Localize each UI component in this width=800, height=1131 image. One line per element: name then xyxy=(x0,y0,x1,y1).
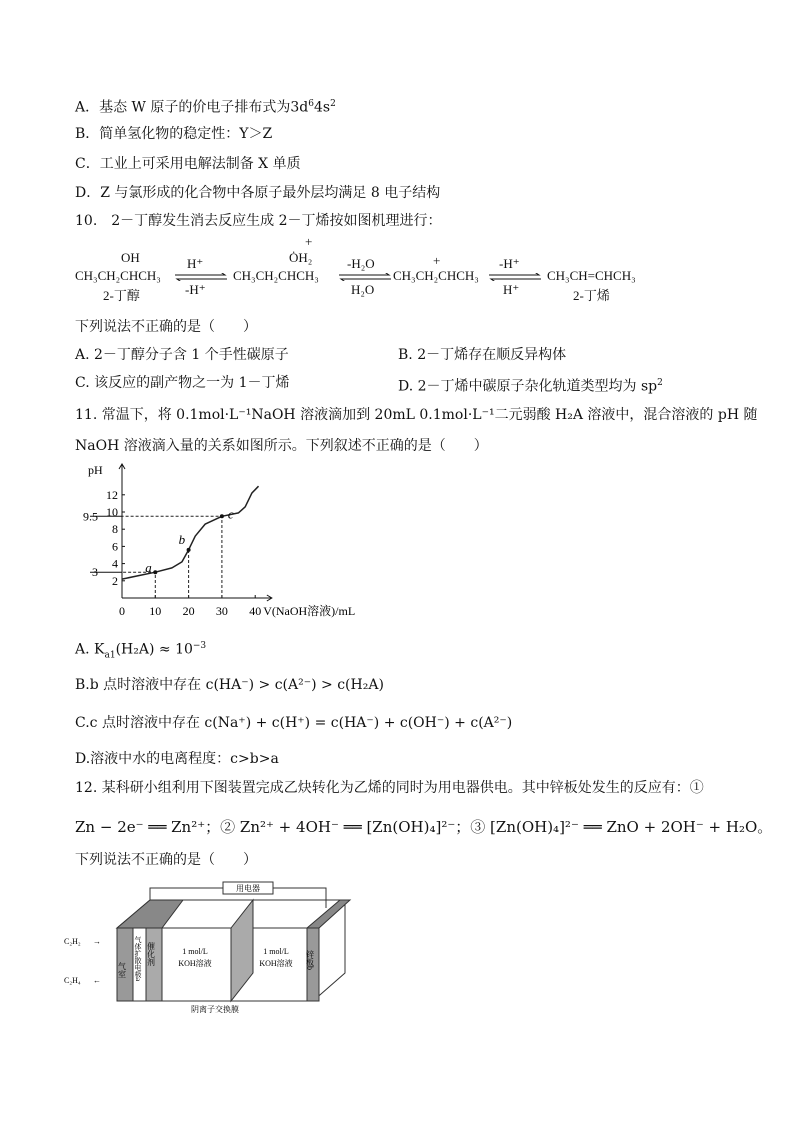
device-label: 用电器 xyxy=(236,884,260,893)
catalyst-label: 催化剂 xyxy=(146,942,156,966)
q10-option-a: A. 2－丁醇分子含 1 个手性碳原子 xyxy=(75,347,289,363)
q11-option-a xyxy=(75,637,206,664)
x-tick-label: 20 xyxy=(182,604,195,618)
ph-curve xyxy=(122,486,259,579)
q10-prompt: 下列说法不正确的是（ ） xyxy=(75,319,257,335)
q10-option-d xyxy=(398,374,663,396)
y-tick-label: 4 xyxy=(112,556,118,571)
q9-option-d: D．Z 与氯形成的化合物中各原子最外层均满足 8 电子结构 xyxy=(75,185,441,201)
sup: 2 xyxy=(330,99,336,109)
electrode-a-label: 气体扩散电极a xyxy=(134,936,142,982)
battery-apparatus-diagram xyxy=(60,870,380,1020)
q9-option-b: B．简单氢化物的稳定性：Y＞Z xyxy=(75,126,273,142)
arrow3-bottom: H⁺ xyxy=(503,282,520,297)
equilibrium-arrow-icon xyxy=(175,273,227,281)
y-extra-tick-label: 3 xyxy=(92,565,98,580)
arrow-out-icon: ← xyxy=(93,976,101,985)
point-label-a: a xyxy=(145,560,152,576)
q11-stem-line2: NaOH 溶液滴入量的关系如图所示。下列叙述不正确的是（ ） xyxy=(75,438,488,454)
sub: a1 xyxy=(104,650,116,661)
y-tick-label: 10 xyxy=(106,505,118,519)
q10-d-text: D. 2－丁烯中碳原子杂化轨道类型均为 sp xyxy=(398,378,658,395)
y-tick-label: 2 xyxy=(112,573,118,588)
equilibrium-arrow-icon xyxy=(339,273,391,281)
q9-a-text: A．基态 W 原子的价电子排布式为3d xyxy=(75,99,309,116)
point-label-c: c xyxy=(227,506,234,522)
plus-charge: + xyxy=(305,234,313,249)
x-tick-label: 0 xyxy=(119,604,125,618)
arrow2-top: -H₂O xyxy=(347,256,375,271)
y-axis-label: pH xyxy=(88,463,103,477)
y-tick-label: 6 xyxy=(112,539,118,554)
arrow2-bottom: H₂O xyxy=(351,282,375,297)
species-protonated: CH₃CH₂CHCH₃ xyxy=(233,268,319,283)
q10-option-b: B. 2－丁烯存在顺反异构体 xyxy=(398,347,567,363)
name-2-butanol: 2-丁醇 xyxy=(103,288,140,303)
y-tick-label: 8 xyxy=(112,522,118,537)
c2h2-label: C₂H₂ xyxy=(64,937,81,946)
q12-equations: Zn − 2e⁻ ══ Zn²⁺；② Zn²⁺ + 4OH⁻ ══ [Zn(OH)₄]²⁻；③ [Zn(OH)₄]²⁻ ══ ZnO + 2OH⁻ + H₂O。 xyxy=(75,818,773,836)
plus-charge: + xyxy=(433,253,441,268)
q12-prompt: 下列说法不正确的是（ ） xyxy=(75,852,257,868)
zinc-plate-label: 锌板b xyxy=(305,950,315,970)
point-label-b: b xyxy=(178,531,186,547)
q11-option-b: B.b 点时溶液中存在 c(HA⁻) > c(A²⁻) > c(H₂A) xyxy=(75,677,384,693)
membrane-label: 阴离子交换膜 xyxy=(191,1005,239,1014)
arrow-in-icon: → xyxy=(93,937,101,946)
sup: 2 xyxy=(657,378,663,388)
q9-option-a xyxy=(75,95,336,117)
ph-titration-chart xyxy=(70,460,400,620)
point-b xyxy=(187,548,191,552)
species-2-butene: CH₃CH=CHCH₃ xyxy=(547,268,636,283)
q11-a-rest: (H₂A) ≈ 10 xyxy=(115,641,193,658)
oh2-group: ȮH₂ xyxy=(289,250,313,265)
koh2-conc: 1 mol/L xyxy=(263,947,289,956)
c2h4-label: C₂H₄ xyxy=(64,976,81,985)
arrow1-top: H⁺ xyxy=(187,256,204,271)
x-tick-label: 30 xyxy=(215,604,228,618)
x-axis xyxy=(122,595,272,601)
koh1-label: KOH溶液 xyxy=(178,959,212,968)
x-tick-label: 40 xyxy=(249,604,262,618)
sup: 6 xyxy=(308,99,315,109)
y-extra-tick-label: 9.5 xyxy=(83,509,98,524)
gas-room-label: 气室 xyxy=(117,962,127,978)
guide-line-c xyxy=(122,516,222,598)
q11-stem-line1: 11. 常温下，将 0.1mol·L⁻¹NaOH 溶液滴加到 20mL 0.1mol·L⁻¹二元弱酸 H₂A 溶液中，混合溶液的 pH 随 xyxy=(75,407,758,423)
species-carbocation: CH₃CH₂CHCH₃ xyxy=(393,268,479,283)
arrow3-top: -H⁺ xyxy=(499,256,520,271)
name-2-butene: 2-丁烯 xyxy=(573,288,610,303)
sup: −3 xyxy=(192,641,207,651)
q12-stem: 12. 某科研小组利用下图装置完成乙炔转化为乙烯的同时为用电器供电。其中锌板处发生的反应有：① xyxy=(75,780,704,796)
equilibrium-arrow-icon xyxy=(489,273,541,281)
q9-option-c: C．工业上可采用电解法制备 X 单质 xyxy=(75,156,301,172)
oh-group: OH xyxy=(121,250,140,265)
y-tick-label: 12 xyxy=(106,487,118,502)
x-axis-label: V(NaOH溶液)/mL xyxy=(263,604,356,618)
koh1-conc: 1 mol/L xyxy=(182,947,208,956)
reaction-scheme xyxy=(75,234,695,307)
x-tick-label: 10 xyxy=(149,604,162,618)
q9-a-mid: 4s xyxy=(314,99,331,116)
q10-stem: 10. 2－丁醇发生消去反应生成 2－丁烯按如图机理进行： xyxy=(75,213,442,229)
point-c xyxy=(220,514,224,518)
q10-option-c: C. 该反应的副产物之一为 1－丁烯 xyxy=(75,375,290,391)
q11-a-text: A. K xyxy=(75,641,105,658)
koh2-label: KOH溶液 xyxy=(259,959,293,968)
q11-option-d: D.溶液中水的电离程度：c>b>a xyxy=(75,751,279,767)
arrow1-bottom: -H⁺ xyxy=(185,282,206,297)
point-a xyxy=(153,570,157,574)
species-2-butanol: CH₃CH₂CHCH₃ xyxy=(75,268,161,283)
q11-option-c: C.c 点时溶液中存在 c(Na⁺) + c(H⁺) = c(HA⁻) + c(OH⁻) + c(A²⁻) xyxy=(75,715,513,731)
